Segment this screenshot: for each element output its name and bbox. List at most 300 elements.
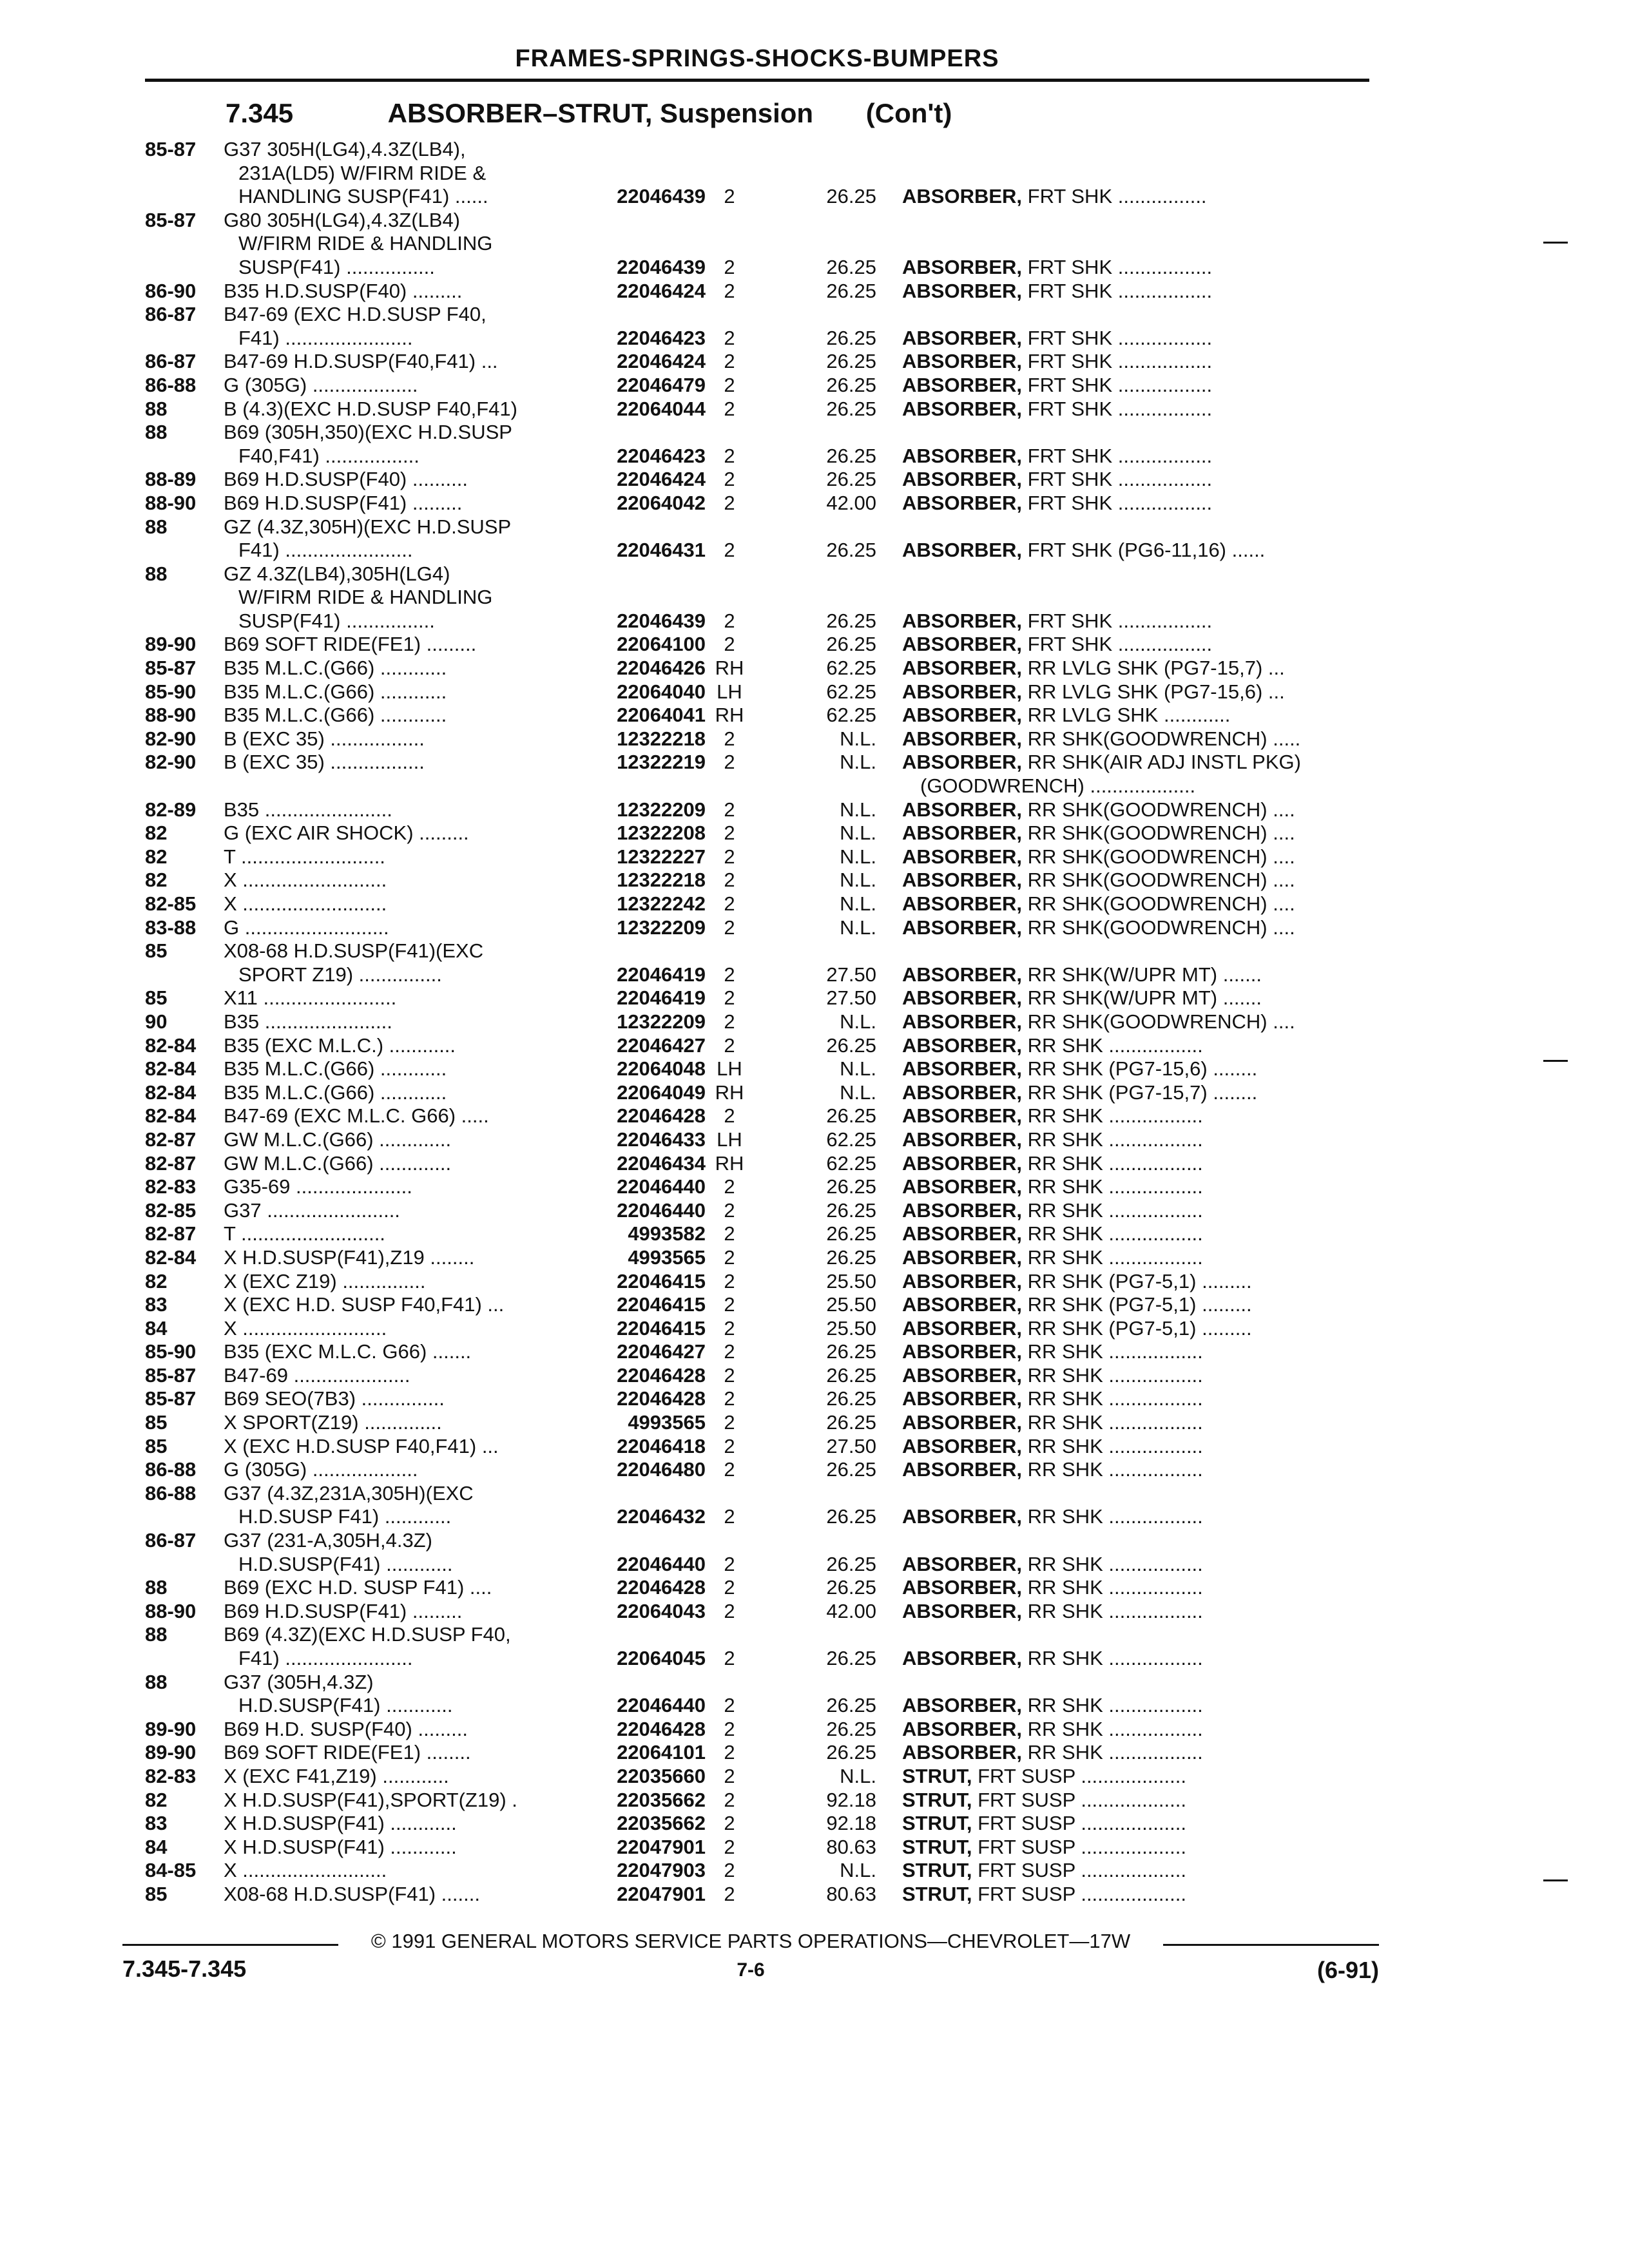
model-description: B69 SOFT RIDE(FE1) ......... <box>224 633 477 656</box>
price: 26.25 <box>826 185 876 208</box>
part-name: ABSORBER, RR SHK ................. <box>902 1222 1203 1245</box>
table-row <box>0 1505 1629 1529</box>
quantity: 2 <box>724 1245 735 1269</box>
quantity: 2 <box>724 1411 735 1434</box>
part-number: 22046440 <box>617 1175 706 1198</box>
part-number: 22046419 <box>617 986 706 1010</box>
part-name: ABSORBER, FRT SHK ................. <box>902 609 1213 632</box>
model-year: 85-87 <box>145 1363 197 1387</box>
model-year: 86-90 <box>145 279 197 302</box>
table-row <box>0 1647 1629 1671</box>
table-row <box>0 1222 1629 1246</box>
model-year: 89-90 <box>145 1717 197 1740</box>
quantity: 2 <box>724 255 735 278</box>
table-row <box>0 610 1629 633</box>
part-name: ABSORBER, RR SHK (PG7-5,1) ......... <box>902 1316 1252 1340</box>
part-number: 22064049 <box>617 1081 706 1104</box>
price: 26.25 <box>826 1198 876 1222</box>
part-name: ABSORBER, RR SHK ................. <box>902 1505 1203 1528</box>
price: 26.25 <box>826 397 876 420</box>
model-description: B47-69 ..................... <box>224 1363 410 1387</box>
quantity: 2 <box>724 986 735 1010</box>
part-number: 22064042 <box>617 491 706 514</box>
model-year: 88 <box>145 1623 168 1646</box>
model-year: 85 <box>145 1882 168 1905</box>
model-description: X .......................... <box>224 892 387 915</box>
part-number: 22064041 <box>617 704 706 727</box>
part-number: 12322218 <box>617 869 706 892</box>
part-name: ABSORBER, FRT SHK ................ <box>902 185 1207 208</box>
model-description: W/FIRM RIDE & HANDLING <box>238 232 493 255</box>
part-name: ABSORBER, RR SHK ................. <box>902 1741 1203 1764</box>
model-year: 88 <box>145 421 168 444</box>
model-description: B35 ....................... <box>224 798 392 821</box>
part-number: 12322218 <box>617 727 706 750</box>
model-description: X H.D.SUSP(F41),Z19 ........ <box>224 1245 475 1269</box>
part-number: 22046433 <box>617 1128 706 1151</box>
price: 26.25 <box>826 539 876 562</box>
model-description: G37 (231-A,305H,4.3Z) <box>224 1529 432 1552</box>
price: 26.25 <box>826 444 876 467</box>
part-name: ABSORBER, RR SHK (PG7-15,7) ........ <box>902 1081 1258 1104</box>
model-year: 85-90 <box>145 1340 197 1363</box>
table-row <box>0 303 1629 327</box>
part-name: ABSORBER, RR SHK(GOODWRENCH) .... <box>902 892 1295 915</box>
model-year: 88 <box>145 1670 168 1693</box>
table-row <box>0 963 1629 987</box>
part-number: 22047903 <box>617 1859 706 1882</box>
model-description: GW M.L.C.(G66) ............. <box>224 1151 452 1175</box>
quantity: 2 <box>724 279 735 302</box>
part-number: 22064045 <box>617 1647 706 1669</box>
model-description: X (EXC H.D. SUSP F40,F41) ... <box>224 1293 505 1316</box>
part-name: ABSORBER, RR SHK(GOODWRENCH) .... <box>902 845 1295 868</box>
part-name: ABSORBER, RR SHK(GOODWRENCH) .... <box>902 822 1295 845</box>
quantity: 2 <box>724 963 735 986</box>
part-name: ABSORBER, FRT SHK ................. <box>902 468 1213 491</box>
model-year: 82 <box>145 845 168 868</box>
part-number: 22046439 <box>617 609 706 632</box>
footer-rule-right <box>1163 1944 1379 1946</box>
table-row <box>0 1623 1629 1647</box>
table-row <box>0 1600 1629 1624</box>
part-number: 22046426 <box>617 657 706 680</box>
part-name: (GOODWRENCH) ................... <box>920 774 1196 798</box>
quantity: 2 <box>724 373 735 396</box>
part-name: ABSORBER, RR SHK ................. <box>902 1694 1203 1717</box>
part-name: ABSORBER, FRT SHK ................. <box>902 444 1213 467</box>
part-number: 22046427 <box>617 1340 706 1363</box>
table-row <box>0 1010 1629 1034</box>
model-year: 88 <box>145 1576 168 1599</box>
part-number: 22046428 <box>617 1387 706 1410</box>
quantity: 2 <box>724 845 735 868</box>
quantity: 2 <box>724 751 735 774</box>
quantity: 2 <box>724 1033 735 1057</box>
quantity: LH <box>717 1128 742 1151</box>
part-number: 4993565 <box>628 1411 706 1434</box>
quantity: 2 <box>724 468 735 491</box>
quantity: 2 <box>724 822 735 845</box>
page-title: FRAMES-SPRINGS-SHOCKS-BUMPERS <box>515 45 999 72</box>
price: 26.25 <box>826 373 876 396</box>
price: 27.50 <box>826 1434 876 1457</box>
price: 26.25 <box>826 1552 876 1575</box>
quantity: 2 <box>724 1835 735 1858</box>
price: N.L. <box>840 1859 876 1882</box>
model-year: 85 <box>145 1411 168 1434</box>
price: N.L. <box>840 1764 876 1787</box>
model-description: B35 H.D.SUSP(F40) ......... <box>224 279 463 302</box>
price: N.L. <box>840 1081 876 1104</box>
model-description: B69 H.D.SUSP(F40) .......... <box>224 468 468 491</box>
model-year: 82-84 <box>145 1081 197 1104</box>
model-description: B35 M.L.C.(G66) ............ <box>224 657 447 680</box>
quantity: 2 <box>724 916 735 939</box>
price: 26.25 <box>826 1458 876 1481</box>
part-name: ABSORBER, RR SHK ................. <box>902 1198 1203 1222</box>
part-number: 22035662 <box>617 1812 706 1835</box>
quantity: RH <box>715 657 744 680</box>
price: 26.25 <box>826 1340 876 1363</box>
table-row <box>0 1293 1629 1317</box>
table-row <box>0 421 1629 445</box>
table-row <box>0 680 1629 704</box>
part-name: ABSORBER, RR SHK ................. <box>902 1717 1203 1740</box>
table-row <box>0 1741 1629 1765</box>
table-row <box>0 232 1629 256</box>
part-number: 22046419 <box>617 963 706 986</box>
model-description: X08-68 H.D.SUSP(F41) ....... <box>224 1882 480 1905</box>
price: 26.25 <box>826 350 876 373</box>
quantity: 2 <box>724 727 735 750</box>
table-row <box>0 774 1629 798</box>
part-number: 12322209 <box>617 798 706 821</box>
price: 26.25 <box>826 1741 876 1764</box>
part-number: 22046428 <box>617 1363 706 1387</box>
model-year: 88-90 <box>145 1599 197 1622</box>
table-row <box>0 1553 1629 1577</box>
model-year: 85-87 <box>145 657 197 680</box>
model-year: 82-85 <box>145 892 197 915</box>
model-description: GW M.L.C.(G66) ............. <box>224 1128 452 1151</box>
model-year: 86-87 <box>145 1529 197 1552</box>
part-name: ABSORBER, FRT SHK (PG6-11,16) ...... <box>902 539 1266 562</box>
price: N.L. <box>840 892 876 915</box>
quantity: 2 <box>724 1788 735 1811</box>
quantity: RH <box>715 704 744 727</box>
quantity: 2 <box>724 1576 735 1599</box>
model-description: 231A(LD5) W/FIRM RIDE & <box>238 161 487 184</box>
model-description: GZ 4.3Z(LB4),305H(LG4) <box>224 562 450 585</box>
table-row <box>0 1364 1629 1388</box>
model-year: 88-89 <box>145 468 197 491</box>
table-row <box>0 1034 1629 1058</box>
price: 42.00 <box>826 1599 876 1622</box>
table-row <box>0 939 1629 963</box>
part-name: STRUT, FRT SUSP ................... <box>902 1764 1186 1787</box>
model-year: 85 <box>145 939 168 963</box>
part-number: 22046431 <box>617 539 706 562</box>
price: 62.25 <box>826 1151 876 1175</box>
model-year: 82 <box>145 1269 168 1293</box>
part-number: 22046439 <box>617 255 706 278</box>
margin-mark <box>1543 1879 1568 1881</box>
model-description: H.D.SUSP(F41) ............ <box>238 1694 453 1717</box>
quantity: 2 <box>724 1175 735 1198</box>
model-description: X (EXC Z19) ............... <box>224 1269 426 1293</box>
part-name: ABSORBER, RR SHK ................. <box>902 1340 1203 1363</box>
part-name: STRUT, FRT SUSP ................... <box>902 1812 1186 1835</box>
price: N.L. <box>840 869 876 892</box>
part-name: ABSORBER, FRT SHK ................. <box>902 279 1213 302</box>
model-year: 86-88 <box>145 1481 197 1504</box>
model-description: X (EXC F41,Z19) ............ <box>224 1764 449 1787</box>
price: 26.25 <box>826 1363 876 1387</box>
price: 26.25 <box>826 1222 876 1245</box>
price: 26.25 <box>826 279 876 302</box>
model-description: G37 (4.3Z,231A,305H)(EXC <box>224 1481 474 1504</box>
model-description: B69 H.D. SUSP(F40) ......... <box>224 1717 468 1740</box>
model-description: X .......................... <box>224 1316 387 1340</box>
quantity: 2 <box>724 1458 735 1481</box>
table-row <box>0 1199 1629 1223</box>
table-row <box>0 1883 1629 1907</box>
model-year: 82 <box>145 822 168 845</box>
section-continued-note: (Con't) <box>865 98 952 128</box>
quantity: 2 <box>724 633 735 656</box>
table-row <box>0 539 1629 562</box>
part-name: ABSORBER, RR SHK ................. <box>902 1576 1203 1599</box>
price: N.L. <box>840 1010 876 1033</box>
part-number: 22046424 <box>617 350 706 373</box>
table-row <box>0 398 1629 421</box>
part-name: ABSORBER, RR SHK ................. <box>902 1552 1203 1575</box>
model-description: G (305G) ................... <box>224 1458 418 1481</box>
model-description: G37 305H(LG4),4.3Z(LB4), <box>224 138 466 160</box>
model-year: 82 <box>145 869 168 892</box>
quantity: 2 <box>724 609 735 632</box>
model-description: B (4.3)(EXC H.D.SUSP F40,F41) <box>224 397 517 420</box>
price: 26.25 <box>826 633 876 656</box>
model-description: B35 M.L.C.(G66) ............ <box>224 1057 447 1081</box>
quantity: 2 <box>724 798 735 821</box>
part-name: STRUT, FRT SUSP ................... <box>902 1835 1186 1858</box>
table-row <box>0 256 1629 280</box>
part-number: 22046423 <box>617 326 706 349</box>
quantity: 2 <box>724 444 735 467</box>
table-row <box>0 1482 1629 1506</box>
table-row <box>0 1529 1629 1553</box>
part-number: 22064044 <box>617 397 706 420</box>
quantity: 2 <box>724 1882 735 1905</box>
model-description: SUSP(F41) ................ <box>238 255 435 278</box>
model-year: 86-87 <box>145 350 197 373</box>
model-year: 84 <box>145 1835 168 1858</box>
quantity: 2 <box>724 350 735 373</box>
model-year: 86-88 <box>145 373 197 396</box>
price: 26.25 <box>826 1411 876 1434</box>
part-number: 12322208 <box>617 822 706 845</box>
quantity: 2 <box>724 1764 735 1787</box>
model-year: 85-90 <box>145 680 197 703</box>
quantity: 2 <box>724 1552 735 1575</box>
part-number: 12322242 <box>617 892 706 915</box>
section-number: 7.345 <box>226 98 294 128</box>
part-name: ABSORBER, RR LVLG SHK ............ <box>902 704 1231 727</box>
model-year: 89-90 <box>145 1741 197 1764</box>
part-number: 22064100 <box>617 633 706 656</box>
model-description: T .......................... <box>224 1222 385 1245</box>
quantity: 2 <box>724 1198 735 1222</box>
part-name: ABSORBER, RR SHK(GOODWRENCH) ..... <box>902 727 1301 750</box>
table-row <box>0 1317 1629 1341</box>
part-name: ABSORBER, RR SHK ................. <box>902 1411 1203 1434</box>
quantity: 2 <box>724 1104 735 1128</box>
part-name: ABSORBER, RR LVLG SHK (PG7-15,7) ... <box>902 657 1285 680</box>
model-description: X .......................... <box>224 1859 387 1882</box>
margin-mark <box>1543 1060 1568 1062</box>
price: 26.25 <box>826 468 876 491</box>
model-year: 82-84 <box>145 1057 197 1081</box>
part-name: ABSORBER, RR SHK(GOODWRENCH) .... <box>902 869 1295 892</box>
part-name: ABSORBER, FRT SHK ................. <box>902 491 1213 514</box>
price: 26.25 <box>826 1647 876 1669</box>
model-year: 82-85 <box>145 1198 197 1222</box>
part-number: 4993565 <box>628 1245 706 1269</box>
part-number: 22064048 <box>617 1057 706 1081</box>
model-year: 88 <box>145 515 168 538</box>
table-row <box>0 822 1629 845</box>
part-number: 22046479 <box>617 373 706 396</box>
model-description: X11 ........................ <box>224 986 397 1010</box>
part-number: 22046440 <box>617 1694 706 1717</box>
table-row <box>0 1694 1629 1718</box>
model-description: B69 H.D.SUSP(F41) ......... <box>224 491 463 514</box>
quantity: 2 <box>724 1387 735 1410</box>
table-row <box>0 280 1629 303</box>
table-row <box>0 798 1629 822</box>
model-year: 84-85 <box>145 1859 197 1882</box>
table-row <box>0 1671 1629 1695</box>
quantity: 2 <box>724 397 735 420</box>
part-number: 22046415 <box>617 1316 706 1340</box>
part-name: ABSORBER, RR SHK ................. <box>902 1387 1203 1410</box>
price: N.L. <box>840 822 876 845</box>
page-header <box>145 45 1369 89</box>
quantity: 2 <box>724 892 735 915</box>
model-year: 85-87 <box>145 208 197 231</box>
model-description: B69 (305H,350)(EXC H.D.SUSP <box>224 421 512 444</box>
model-description: HANDLING SUSP(F41) ...... <box>238 185 488 208</box>
model-description: B35 ....................... <box>224 1010 392 1033</box>
model-description: G .......................... <box>224 916 389 939</box>
part-name: ABSORBER, RR SHK ................. <box>902 1175 1203 1198</box>
part-name: ABSORBER, RR SHK(GOODWRENCH) .... <box>902 916 1295 939</box>
model-year: 88 <box>145 562 168 585</box>
model-year: 90 <box>145 1010 168 1033</box>
table-row <box>0 1458 1629 1482</box>
table-row <box>0 209 1629 233</box>
part-number: 12322209 <box>617 916 706 939</box>
part-name: STRUT, FRT SUSP ................... <box>902 1882 1186 1905</box>
table-row <box>0 138 1629 162</box>
quantity: 2 <box>724 326 735 349</box>
model-description: B69 (EXC H.D. SUSP F41) .... <box>224 1576 492 1599</box>
table-row <box>0 704 1629 727</box>
table-row <box>0 751 1629 774</box>
part-name: ABSORBER, RR SHK ................. <box>902 1104 1203 1128</box>
model-year: 89-90 <box>145 633 197 656</box>
price: 26.25 <box>826 1033 876 1057</box>
table-row <box>0 1836 1629 1860</box>
part-name: ABSORBER, RR SHK (PG7-5,1) ......... <box>902 1269 1252 1293</box>
price: 25.50 <box>826 1269 876 1293</box>
model-year: 82-87 <box>145 1128 197 1151</box>
margin-mark <box>1543 242 1568 244</box>
table-row <box>0 1411 1629 1435</box>
table-row <box>0 1270 1629 1294</box>
model-description: B (EXC 35) ................. <box>224 751 425 774</box>
table-row <box>0 350 1629 374</box>
part-number: 22064040 <box>617 680 706 703</box>
model-description: G37 ........................ <box>224 1198 400 1222</box>
price: 26.25 <box>826 1576 876 1599</box>
model-description: X .......................... <box>224 869 387 892</box>
table-row <box>0 1340 1629 1364</box>
price: 26.25 <box>826 1505 876 1528</box>
model-description: G80 305H(LG4),4.3Z(LB4) <box>224 208 461 231</box>
table-row <box>0 1576 1629 1600</box>
table-row <box>0 1175 1629 1199</box>
part-number: 22035660 <box>617 1764 706 1787</box>
part-name: ABSORBER, FRT SHK ................. <box>902 255 1213 278</box>
model-description: X (EXC H.D.SUSP F40,F41) ... <box>224 1434 499 1457</box>
part-number: 22046415 <box>617 1269 706 1293</box>
part-number: 22035662 <box>617 1788 706 1811</box>
part-number: 22046423 <box>617 444 706 467</box>
table-row <box>0 586 1629 610</box>
model-year: 82-83 <box>145 1764 197 1787</box>
price: 62.25 <box>826 657 876 680</box>
model-description: F40,F41) ................. <box>238 444 419 467</box>
part-name: ABSORBER, RR SHK ................. <box>902 1434 1203 1457</box>
table-row <box>0 1104 1629 1128</box>
price: 26.25 <box>826 1717 876 1740</box>
part-number: 22047901 <box>617 1835 706 1858</box>
price: 42.00 <box>826 491 876 514</box>
price: 92.18 <box>826 1812 876 1835</box>
price: 62.25 <box>826 704 876 727</box>
model-year: 82-84 <box>145 1104 197 1128</box>
price: 25.50 <box>826 1293 876 1316</box>
model-year: 88-90 <box>145 491 197 514</box>
part-number: 22046439 <box>617 185 706 208</box>
part-name: STRUT, FRT SUSP ................... <box>902 1788 1186 1811</box>
quantity: LH <box>717 680 742 703</box>
price: N.L. <box>840 845 876 868</box>
price: 27.50 <box>826 963 876 986</box>
price: 80.63 <box>826 1835 876 1858</box>
part-name: ABSORBER, RR SHK ................. <box>902 1128 1203 1151</box>
model-year: 86-87 <box>145 303 197 326</box>
part-number: 12322209 <box>617 1010 706 1033</box>
quantity: 2 <box>724 1694 735 1717</box>
model-year: 84 <box>145 1316 168 1340</box>
quantity: 2 <box>724 1647 735 1669</box>
table-row <box>0 727 1629 751</box>
footer-page-number: 7-6 <box>737 1959 765 1981</box>
